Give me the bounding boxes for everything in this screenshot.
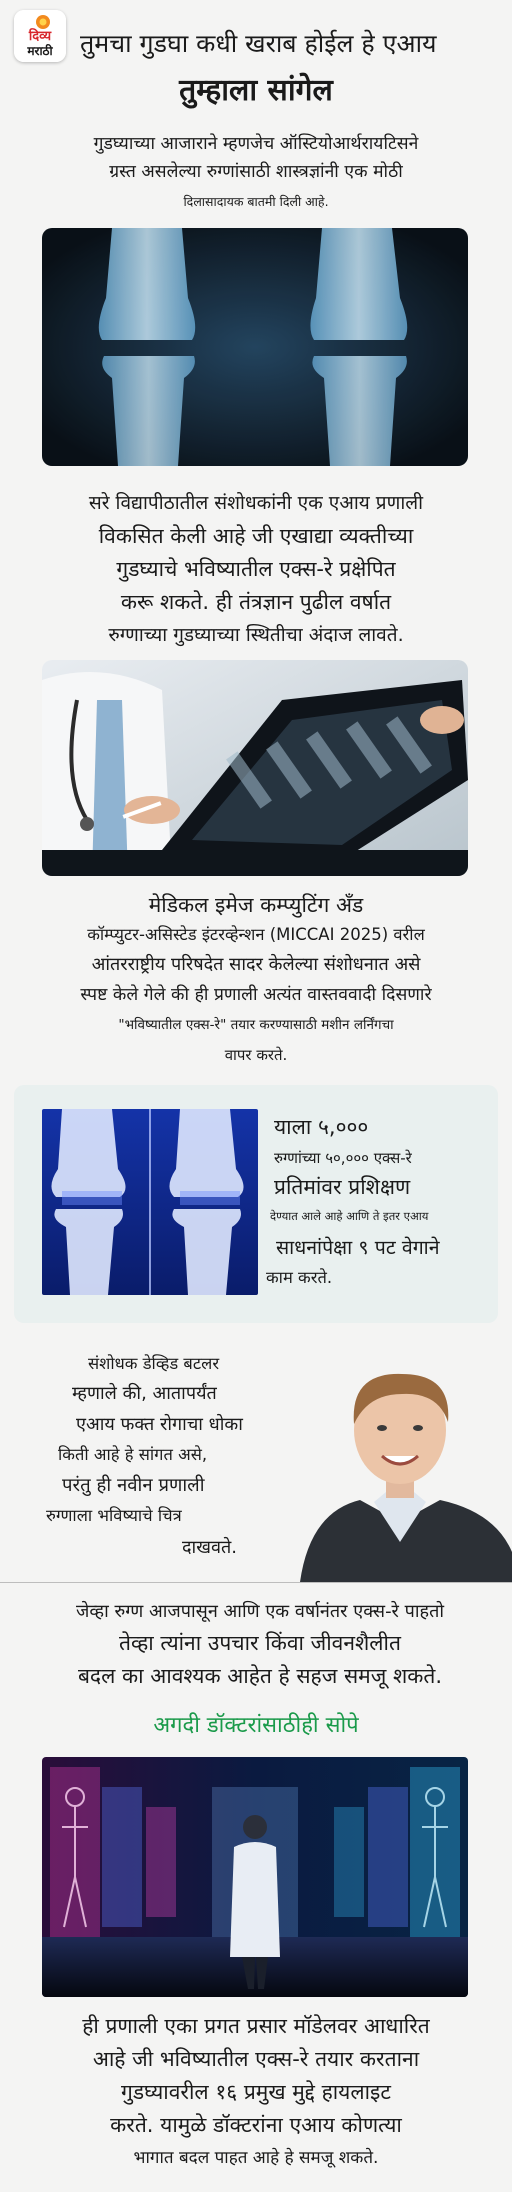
quote-line-6: रुग्णाला भविष्याचे चित्र [46, 1506, 182, 1525]
quote-line-5: परंतु ही नवीन प्रणाली [62, 1475, 205, 1496]
knee-xray-comparison-image [42, 1109, 258, 1295]
article-paragraph-2 [30, 920, 482, 1070]
researcher-portrait-image [290, 1352, 512, 1582]
conclusion-line-2: तेव्हा त्यांना उपचार किंवा जीवनशैलीत [119, 1631, 401, 1655]
final-line-3: गुडघ्यावरील १६ प्रमुख मुद्दे हायलाइट [121, 2080, 391, 2104]
paragraph-2-line-5: वापर करते. [224, 1046, 288, 1064]
article-paragraph-1 [30, 487, 482, 652]
paragraph-2-line-1: कॉम्प्युटर-असिस्टेड इंटरव्हेन्शन (MICCAI 2025) वरील [87, 925, 425, 944]
brand-logo[interactable] [14, 10, 66, 62]
section-divider [0, 1582, 512, 1583]
final-line-4: करते. यामुळे डॉक्टरांना एआय कोणत्या [110, 2113, 402, 2137]
intro-line-2: ग्रस्त असलेल्या रुग्णांसाठी शास्त्रज्ञांनी एक मोठी [109, 162, 403, 182]
doctor-reviewing-xray-image [42, 660, 468, 876]
paragraph-2-title: मेडिकल इमेज कम्प्युटिंग अँड [148, 893, 364, 917]
paragraph-1-line-4: करू शकते. ही तंत्रज्ञान पुढील वर्षात [120, 590, 392, 614]
quote-line-1: संशोधक डेव्हिड बटलर [88, 1354, 220, 1373]
headline-line-2: तुम्हाला सांगेल [179, 73, 333, 108]
logo-mark-icon [14, 10, 66, 62]
stats-line-3: प्रतिमांवर प्रशिक्षण [274, 1175, 411, 1199]
stats-line-4: देण्यात आले आहे आणि ते इतर एआय [270, 1209, 429, 1223]
quote-line-2: म्हणाले की, आतापर्यंत [72, 1383, 217, 1404]
paragraph-1-line-3: गुडघ्याचे भविष्यातील एक्स-रे प्रक्षेपित [116, 557, 396, 581]
conclusion-line-1: जेव्हा रुग्ण आजपासून आणि एक वर्षानंतर एक्स-रे पाहतो [75, 1601, 445, 1622]
paragraph-1-line-5: रुग्णाच्या गुडघ्याच्या स्थितीचा अंदाज लावते. [108, 624, 404, 646]
paragraph-2-line-4: "भविष्यातील एक्स-रे" तयार करण्यासाठी मशीन लर्निंगचा [118, 1017, 394, 1033]
conclusion-line-3: बदल का आवश्यक आहेत हे सहज समजू शकते. [77, 1664, 443, 1688]
quote-line-4: किती आहे हे सांगत असे, [58, 1445, 208, 1464]
stats-line-2: रुग्णांच्या ५०,००० एक्स-रे [274, 1149, 412, 1167]
knee-xray-image [42, 228, 468, 466]
training-stats-card [14, 1085, 498, 1323]
stats-line-1: याला ५,००० [274, 1115, 369, 1139]
final-line-1: ही प्रणाली एका प्रगत प्रसार मॉडेलवर आधारित [82, 2014, 430, 2038]
paragraph-2-line-3: स्पष्ट केले गेले की ही प्रणाली अत्यंत वास्तववादी दिसणारे [80, 985, 432, 1005]
intro-line-1: गुडघ्याच्या आजाराने म्हणजेच ऑस्टियोआर्थरायटिसने [93, 134, 419, 154]
paragraph-1-line-1: सरे विद्यापीठातील संशोधकांनी एक एआय प्रणाली [88, 492, 424, 514]
paragraph-2-line-2: आंतरराष्ट्रीय परिषदेत सादर केलेल्या संशोधनात असे [91, 954, 421, 975]
logo-text-marathi: मराठी [27, 44, 53, 58]
quote-line-3: एआय फक्त रोगाचा धोका [76, 1414, 243, 1435]
stats-line-5: साधनांपेक्षा ९ पट वेगाने [276, 1236, 440, 1259]
section-subheading: अगदी डॉक्टरांसाठीही सोपे [153, 1713, 359, 1738]
logo-text-divya: दिव्य [28, 29, 52, 44]
quote-line-7: दाखवते. [182, 1537, 237, 1558]
headline-line-1: तुमचा गुडघा कधी खराब होईल हे एआय [80, 29, 437, 58]
futuristic-medical-lab-image [42, 1757, 468, 1997]
final-line-5: भागात बदल पाहत आहे हे समजू शकते. [133, 2148, 379, 2168]
paragraph-1-line-2: विकसित केली आहे जी एखाद्या व्यक्तीच्या [98, 524, 414, 548]
final-line-2: आहे जी भविष्यातील एक्स-रे तयार करताना [92, 2047, 420, 2071]
article-paragraph-final [24, 2010, 488, 2175]
stats-line-6: काम करते. [266, 1268, 333, 1287]
intro-line-3: दिलासादायक बातमी दिली आहे. [183, 194, 329, 209]
